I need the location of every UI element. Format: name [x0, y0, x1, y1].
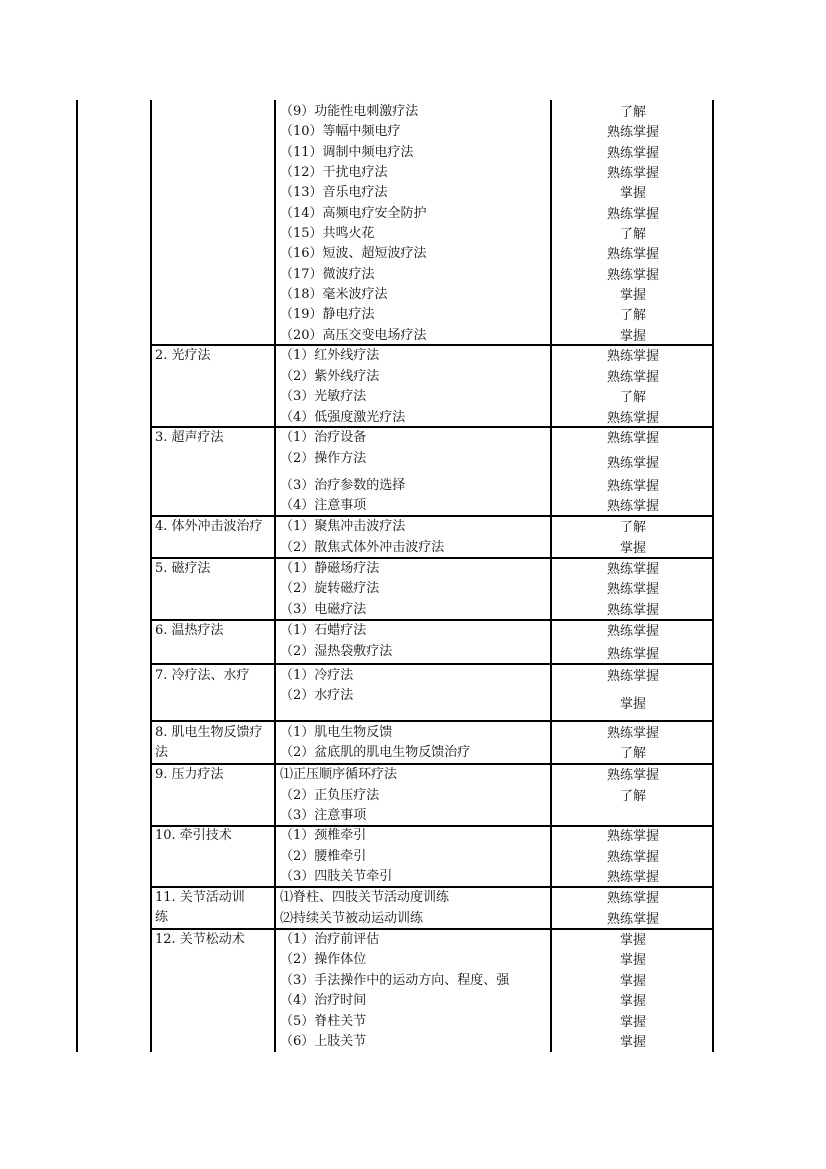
item-name: （10）等幅中频电疗	[280, 124, 401, 139]
section-title: 7. 冷疗法、水疗	[155, 668, 250, 683]
mastery-level: 熟练掌握	[606, 479, 659, 494]
mastery-level: 掌握	[619, 697, 646, 712]
item-name: （13）音乐电疗法	[280, 185, 388, 200]
item-name: （12）干扰电疗法	[280, 165, 388, 180]
item-name: （3）注意事项	[280, 808, 367, 823]
mastery-level: 熟练掌握	[606, 125, 659, 140]
mastery-level: 熟练掌握	[606, 247, 659, 262]
mastery-level: 了解	[619, 789, 646, 804]
item-name: （9）功能性电刺激疗法	[280, 104, 419, 119]
item-name: （4）低强度激光疗法	[280, 410, 406, 425]
mastery-level: 了解	[619, 105, 646, 120]
mastery-level: 熟练掌握	[606, 370, 659, 385]
mastery-level: 熟练掌握	[606, 582, 659, 597]
item-name: （3）手法操作中的运动方向、程度、强	[280, 973, 510, 988]
mastery-level: 熟练掌握	[606, 603, 659, 618]
mastery-level: 熟练掌握	[606, 268, 659, 283]
section-separator-11	[151, 928, 714, 930]
column-divider-level	[550, 100, 552, 1052]
item-name: （1）静磁场疗法	[280, 561, 380, 576]
mastery-level: 熟练掌握	[606, 349, 659, 364]
mastery-level: 了解	[619, 227, 646, 242]
item-name: （11）调制中频电疗法	[280, 145, 414, 160]
section-title: 8. 肌电生物反馈疗	[155, 725, 263, 740]
item-name: （3）四肢关节牵引	[280, 869, 393, 884]
item-name: （18）毫米波疗法	[280, 287, 388, 302]
item-name: （4）治疗时间	[280, 993, 367, 1008]
mastery-level: 掌握	[619, 186, 646, 201]
section-separator-4	[151, 557, 714, 559]
mastery-level: 熟练掌握	[606, 850, 659, 865]
item-name: （1）治疗设备	[280, 430, 367, 445]
item-name: （2）盆底肌的肌电生物反馈治疗	[280, 745, 471, 760]
section-title-continued: 练	[155, 910, 169, 925]
item-name: （1）颈椎牵引	[280, 828, 367, 843]
section-title: 3. 超声疗法	[155, 430, 224, 445]
mastery-level: 熟练掌握	[606, 431, 659, 446]
item-name: （1）治疗前评估	[280, 932, 380, 947]
item-name: （6）上肢关节	[280, 1034, 367, 1049]
item-name: ⑴脊柱、四肢关节活动度训练	[280, 890, 450, 905]
column-divider-item	[274, 100, 276, 1052]
mastery-level: 熟练掌握	[606, 726, 659, 741]
section-separator-9	[151, 825, 714, 827]
column-divider-section	[150, 100, 152, 1052]
item-name: （3）电磁疗法	[280, 602, 367, 617]
item-name: （1）冷疗法	[280, 668, 354, 683]
mastery-level: 熟练掌握	[606, 891, 659, 906]
section-title-continued: 法	[155, 745, 169, 760]
mastery-level: 掌握	[619, 933, 646, 948]
section-separator-7	[151, 720, 714, 722]
section-separator-3	[151, 515, 714, 517]
item-name: （2）旋转磁疗法	[280, 581, 380, 596]
mastery-level: 熟练掌握	[606, 768, 659, 783]
mastery-level: 熟练掌握	[606, 207, 659, 222]
section-title: 5. 磁疗法	[155, 561, 211, 576]
section-title: 6. 温热疗法	[155, 623, 224, 638]
section-title: 10. 牵引技术	[155, 828, 232, 843]
item-name: （20）高压交变电场疗法	[280, 328, 427, 343]
section-title: 11. 关节活动训	[155, 890, 245, 905]
item-name: （1）肌电生物反馈	[280, 725, 393, 740]
item-name: （15）共鸣火花	[280, 226, 375, 241]
mastery-level: 掌握	[619, 288, 646, 303]
mastery-level: 熟练掌握	[606, 624, 659, 639]
item-name: （2）正负压疗法	[280, 788, 380, 803]
mastery-level: 熟练掌握	[606, 829, 659, 844]
item-name: （16）短波、超短波疗法	[280, 246, 427, 261]
mastery-level: 了解	[619, 308, 646, 323]
section-separator-8	[151, 763, 714, 765]
item-name: （2）腰椎牵引	[280, 849, 367, 864]
mastery-level: 熟练掌握	[606, 456, 659, 471]
item-name: （3）治疗参数的选择	[280, 478, 406, 493]
item-name: （5）脊柱关节	[280, 1014, 367, 1029]
mastery-level: 熟练掌握	[606, 912, 659, 927]
mastery-level: 熟练掌握	[606, 146, 659, 161]
item-name: （1）石蜡疗法	[280, 623, 367, 638]
mastery-level: 掌握	[619, 953, 646, 968]
section-title: 12. 关节松动术	[155, 932, 245, 947]
item-name: （4）注意事项	[280, 498, 367, 513]
section-title: 2. 光疗法	[155, 348, 211, 363]
section-separator-6	[151, 663, 714, 665]
mastery-level: 了解	[619, 390, 646, 405]
mastery-level: 熟练掌握	[606, 411, 659, 426]
mastery-level: 熟练掌握	[606, 499, 659, 514]
item-name: （2）操作方法	[280, 451, 367, 466]
mastery-level: 掌握	[619, 974, 646, 989]
mastery-level: 掌握	[619, 994, 646, 1009]
item-name: （2）操作体位	[280, 952, 367, 967]
item-name: （1）红外线疗法	[280, 348, 380, 363]
mastery-level: 掌握	[619, 329, 646, 344]
outer-left-border	[76, 100, 78, 1052]
mastery-level: 熟练掌握	[606, 870, 659, 885]
item-name: （19）静电疗法	[280, 307, 375, 322]
mastery-level: 了解	[619, 520, 646, 535]
item-name: （2）水疗法	[280, 688, 354, 703]
mastery-level: 掌握	[619, 541, 646, 556]
mastery-level: 掌握	[619, 1015, 646, 1030]
mastery-level: 熟练掌握	[606, 562, 659, 577]
item-name: （1）聚焦冲击波疗法	[280, 519, 406, 534]
item-name: （2）散焦式体外冲击波疗法	[280, 540, 445, 555]
mastery-level: 熟练掌握	[606, 647, 659, 662]
item-name: （2）湿热袋敷疗法	[280, 644, 393, 659]
item-name: （3）光敏疗法	[280, 389, 367, 404]
item-name: ⑴正压顺序循环疗法	[280, 767, 398, 782]
item-name: （17）微波疗法	[280, 267, 375, 282]
item-name: （14）高频电疗安全防护	[280, 206, 427, 221]
section-title: 4. 体外冲击波治疗	[155, 519, 263, 534]
item-name: ⑵持续关节被动运动训练	[280, 911, 424, 926]
section-title: 9. 压力疗法	[155, 767, 224, 782]
item-name: （2）紫外线疗法	[280, 369, 380, 384]
mastery-level: 熟练掌握	[606, 166, 659, 181]
section-separator-10	[151, 886, 714, 888]
mastery-level: 了解	[619, 746, 646, 761]
mastery-level: 掌握	[619, 1035, 646, 1050]
section-separator-5	[151, 619, 714, 621]
mastery-level: 熟练掌握	[606, 669, 659, 684]
